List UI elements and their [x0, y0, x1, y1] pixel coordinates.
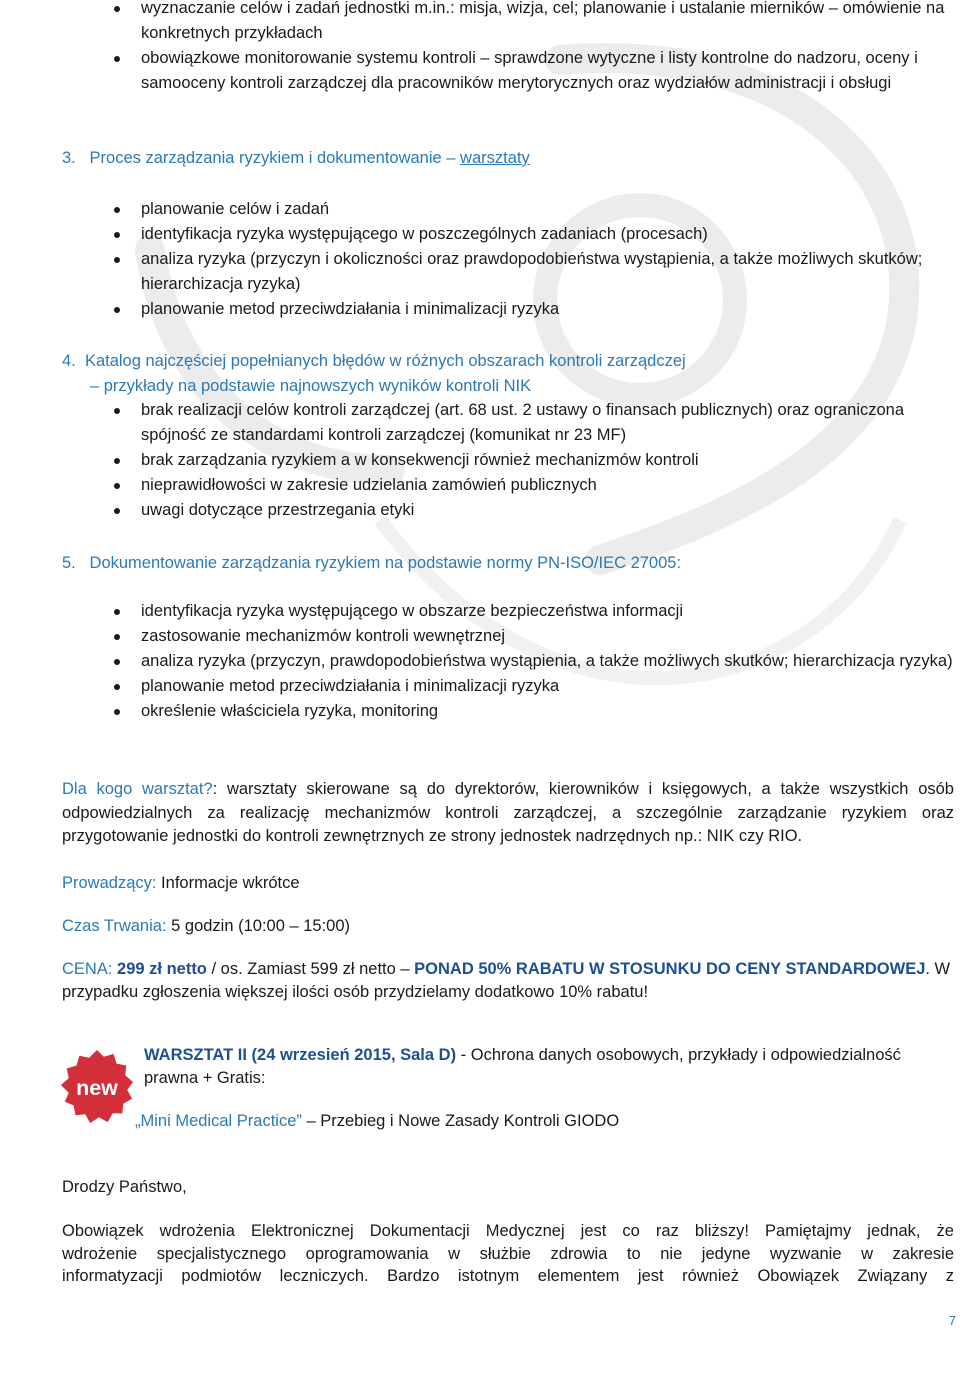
body-line: Obowiązek wdrożenia Elektronicznej Dokumentacji Medycznej jest co raz bliższy! Pamiętajmy jednak, że — [62, 1222, 954, 1240]
workshop-2-heading — [144, 1044, 910, 1090]
new-badge-icon — [58, 1048, 136, 1126]
gift-description: – Przebieg i Nowe Zasady Kontroli GIODO — [301, 1112, 620, 1130]
duration-line — [62, 915, 954, 939]
instructor-label: Prowadzący: — [62, 874, 157, 892]
section-5-title — [62, 551, 954, 576]
list-item: analiza ryzyka (przyczyn, prawdopodobieństwa wystąpienia, a także możliwych skutków; hierarchizacja ryzyka) — [0, 649, 960, 674]
list-item: obowiązkowe monitorowanie systemu kontroli – sprawdzone wytyczne i listy kontrolne do nadzoru, oceny i samooceny kontroli zarządczej dla pracowników merytorycznych oraz wydziałów administracji i obsługi — [0, 46, 960, 96]
section-heading: Katalog najczęściej popełnianych błędów w różnych obszarach kontroli zarządczej — [84, 352, 686, 370]
list-item: planowanie metod przeciwdziałania i minimalizacji ryzyka — [0, 674, 960, 699]
list-item: uwagi dotyczące przestrzegania etyki — [0, 498, 960, 523]
list-item: nieprawidłowości w zakresie udzielania zamówień publicznych — [0, 473, 960, 498]
section-3-list — [0, 197, 960, 322]
section-number: 4. — [62, 352, 76, 370]
price-value: 299 zł netto — [117, 960, 207, 978]
duration-value: 5 godzin (10:00 – 15:00) — [166, 917, 351, 935]
price-paragraph — [62, 958, 954, 1003]
section-heading: Proces zarządzania ryzykiem i dokumentowanie – — [89, 149, 456, 167]
list-item: brak realizacji celów kontroli zarządczej (art. 68 ust. 2 ustawy o finansach publicznych) oraz ograniczona spójność ze standardami kontroli zarządczej (komunikat nr 23 MF) — [0, 398, 960, 448]
duration-label: Czas Trwania: — [62, 917, 167, 935]
instructor-value: Informacje wkrótce — [156, 874, 300, 892]
section-4 — [62, 349, 954, 399]
page-number: 7 — [948, 1313, 956, 1328]
badge-text: new — [76, 1075, 118, 1100]
body-line: informatyzacji podmiotów leczniczych. Bardzo istotnym elementem jest również Obowiązek Związany z — [62, 1267, 954, 1285]
list-item: określenie właściciela ryzyka, monitoring — [0, 699, 960, 724]
discount-text: PONAD 50% RABATU W STOSUNKU DO CENY STANDARDOWEJ — [414, 960, 926, 978]
list-item: analiza ryzyka (przyczyn i okoliczności oraz prawdopodobieństwa wystąpienia, a także możliwych skutków; hierarchizacja ryzyka) — [0, 247, 960, 297]
section-number: 3. — [62, 149, 76, 167]
discount-extra: . W przypadku zgłoszenia większej ilości osób przydzielamy dodatkowo 10% rabatu! — [62, 960, 951, 1001]
workshop-2-title: WARSZTAT II (24 wrzesień 2015, Sala D) — [144, 1046, 457, 1064]
section-4-list — [0, 398, 960, 523]
list-item: brak zarządzania ryzykiem a w konsekwencji również mechanizmów kontroli — [0, 448, 960, 473]
section-4-subtitle: – przykłady na podstawie najnowszych wyników kontroli NIK — [90, 377, 532, 395]
warsztaty-link[interactable]: warsztaty — [460, 149, 530, 167]
body-line: wdrożenie specjalistycznego oprogramowania w służbie zdrowia to nie jedyne wyzwanie w zakresie — [62, 1244, 954, 1263]
audience-paragraph — [62, 778, 954, 849]
list-item: planowanie celów i zadań — [0, 197, 960, 222]
section-4-title — [62, 349, 954, 374]
section-heading: Dokumentowanie zarządzania ryzykiem na podstawie normy PN-ISO/IEC 27005: — [89, 554, 682, 572]
gift-title: „Mini Medical Practice” — [135, 1112, 302, 1130]
top-bullet-list — [0, 0, 960, 96]
instructor-line — [62, 872, 954, 896]
price-label: CENA: — [62, 960, 113, 978]
section-3 — [62, 146, 954, 171]
audience-text: : warsztaty skierowane są do dyrektorów, kierowników i księgowych, a także wszystkich osób odpowiedzialnych za realizację mechanizmów kontroli zarządczej, a szczególnie zarządzanie ryzykiem oraz przygotowanie jednostki do kontroli zewnętrznych ze strony jednostek nadrzędnych np.: NIK czy RIO. — [62, 780, 954, 845]
list-item: zastosowanie mechanizmów kontroli wewnętrznej — [0, 624, 960, 649]
list-item: wyznaczanie celów i zadań jednostki m.in.: misja, wizja, cel; planowanie i ustalanie mierników – omówienie na konkretnych przykładach — [0, 0, 960, 46]
workshop-2-description: - Ochrona danych osobowych, przykłady i odpowiedzialność prawna + Gratis: — [144, 1046, 901, 1087]
body-paragraph — [62, 1220, 954, 1288]
section-5 — [62, 551, 954, 576]
workshop-2-gift — [135, 1110, 619, 1133]
list-item: identyfikacja ryzyka występującego w poszczególnych zadaniach (procesach) — [0, 222, 960, 247]
price-compare: / os. Zamiast 599 zł netto – — [206, 960, 415, 978]
list-item: planowanie metod przeciwdziałania i minimalizacji ryzyka — [0, 297, 960, 322]
audience-label: Dla kogo warsztat? — [62, 780, 213, 798]
section-5-list — [0, 599, 960, 724]
greeting: Drodzy Państwo, — [62, 1178, 187, 1196]
section-number: 5. — [62, 554, 76, 572]
list-item: identyfikacja ryzyka występującego w obszarze bezpieczeństwa informacji — [0, 599, 960, 624]
section-3-title — [62, 146, 954, 171]
